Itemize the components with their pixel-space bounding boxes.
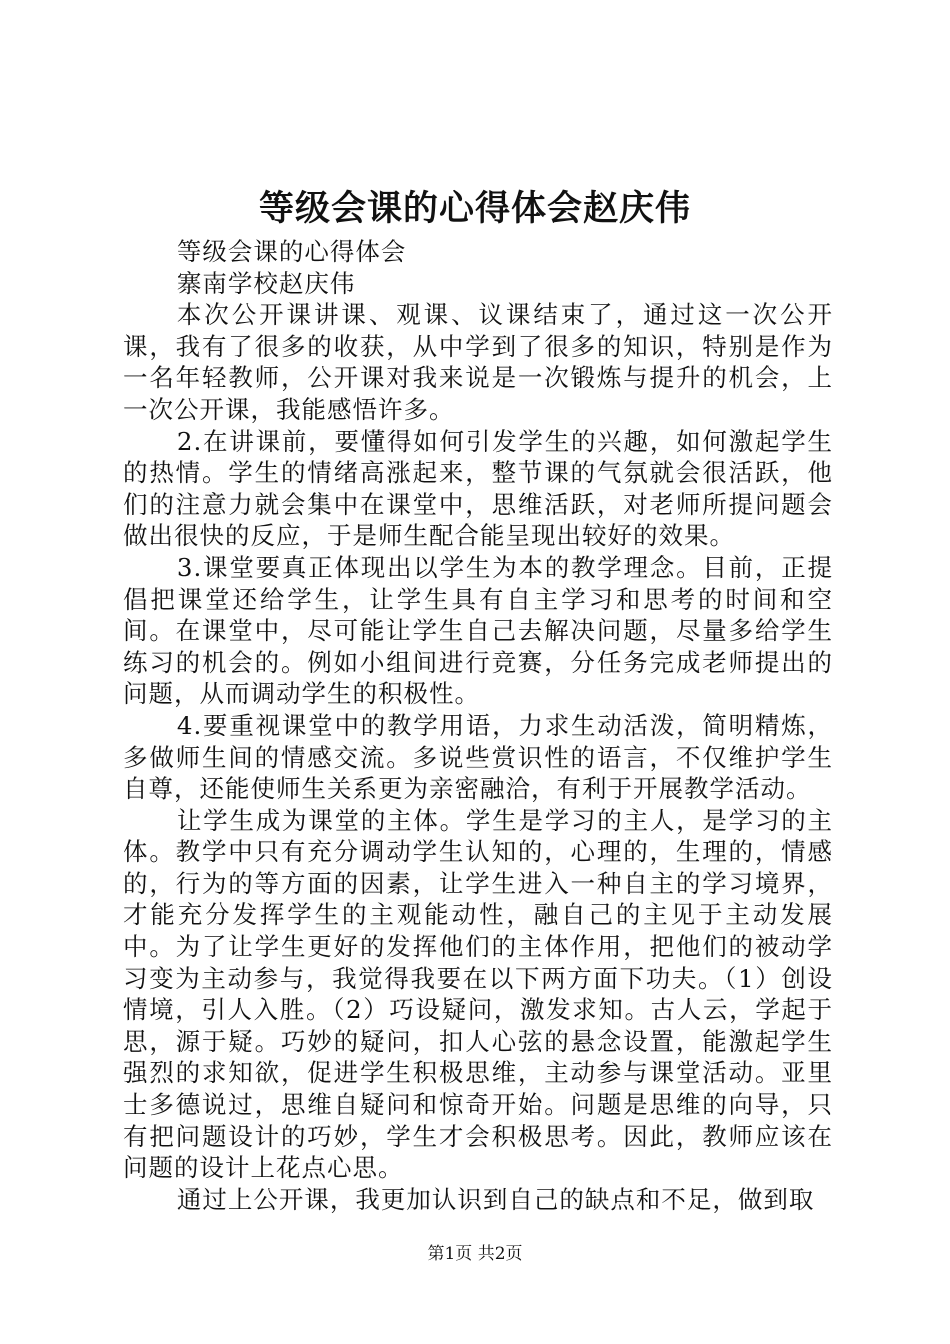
document-body [123, 236, 833, 1215]
body-paragraph: 3.课堂要真正体现出以学生为本的教学理念。目前，正提倡把课堂还给学生，让学生具有自主学习和思考的时间和空间。在课堂中，尽可能让学生自己去解决问题，尽量多给学生练习的机会的。例如小组间进行竞赛，分任务完成老师提出的问题，从而调动学生的积极性。 [123, 552, 833, 709]
document-title: 等级会课的心得体会赵庆伟 [258, 188, 691, 229]
body-paragraph: 4.要重视课堂中的教学用语，力求生动活泼，简明精炼，多做师生间的情感交流。多说些赏识性的语言，不仅维护学生自尊，还能使师生关系更为亲密融洽，有利于开展教学活动。 [123, 710, 833, 804]
page-number-footer: 第1页 共2页 [427, 1244, 523, 1264]
body-paragraph: 2.在讲课前，要懂得如何引发学生的兴趣，如何激起学生的热情。学生的情绪高涨起来，整节课的气氛就会很活跃，他们的注意力就会集中在课堂中，思维活跃，对老师所提问题会做出很快的反应，于是师生配合能呈现出较好的效果。 [123, 426, 833, 551]
body-paragraph: 通过上公开课，我更加认识到自己的缺点和不足，做到取 [176, 1184, 815, 1214]
body-paragraph: 本次公开课讲课、观课、议课结束了，通过这一次公开课，我有了很多的收获，从中学到了很多的知识，特别是作为一名年轻教师，公开课对我来说是一次锻炼与提升的机会，上一次公开课，我能感悟许多。 [123, 300, 833, 424]
body-paragraph: 让学生成为课堂的主体。学生是学习的主人，是学习的主体。教学中只有充分调动学生认知的，心理的，生理的，情感的，行为的等方面的因素，让学生进入一种自主的学习境界，才能充分发挥学生的主观能动性，融自己的主见于主动发展中。为了让学生更好的发挥他们的主体作用，把他们的被动学习变为主动参与，我觉得我要在以下两方面下功夫。（1）创设情境，引人入胜。（2）巧设疑问，激发求知。古人云，学起于思，源于疑。巧妙的疑问，扣人心弦的悬念设置，能激起学生强烈的求知欲，促进学生积极思维，主动参与课堂活动。亚里士多德说过，思维自疑问和惊奇开始。问题是思维的向导，只有把问题设计的巧妙，学生才会积极思考。因此，教师应该在问题的设计上花点心思。 [123, 805, 833, 1183]
subtitle-paragraph: 等级会课的心得体会 [176, 237, 407, 266]
author-paragraph: 寨南学校赵庆伟 [176, 268, 356, 298]
